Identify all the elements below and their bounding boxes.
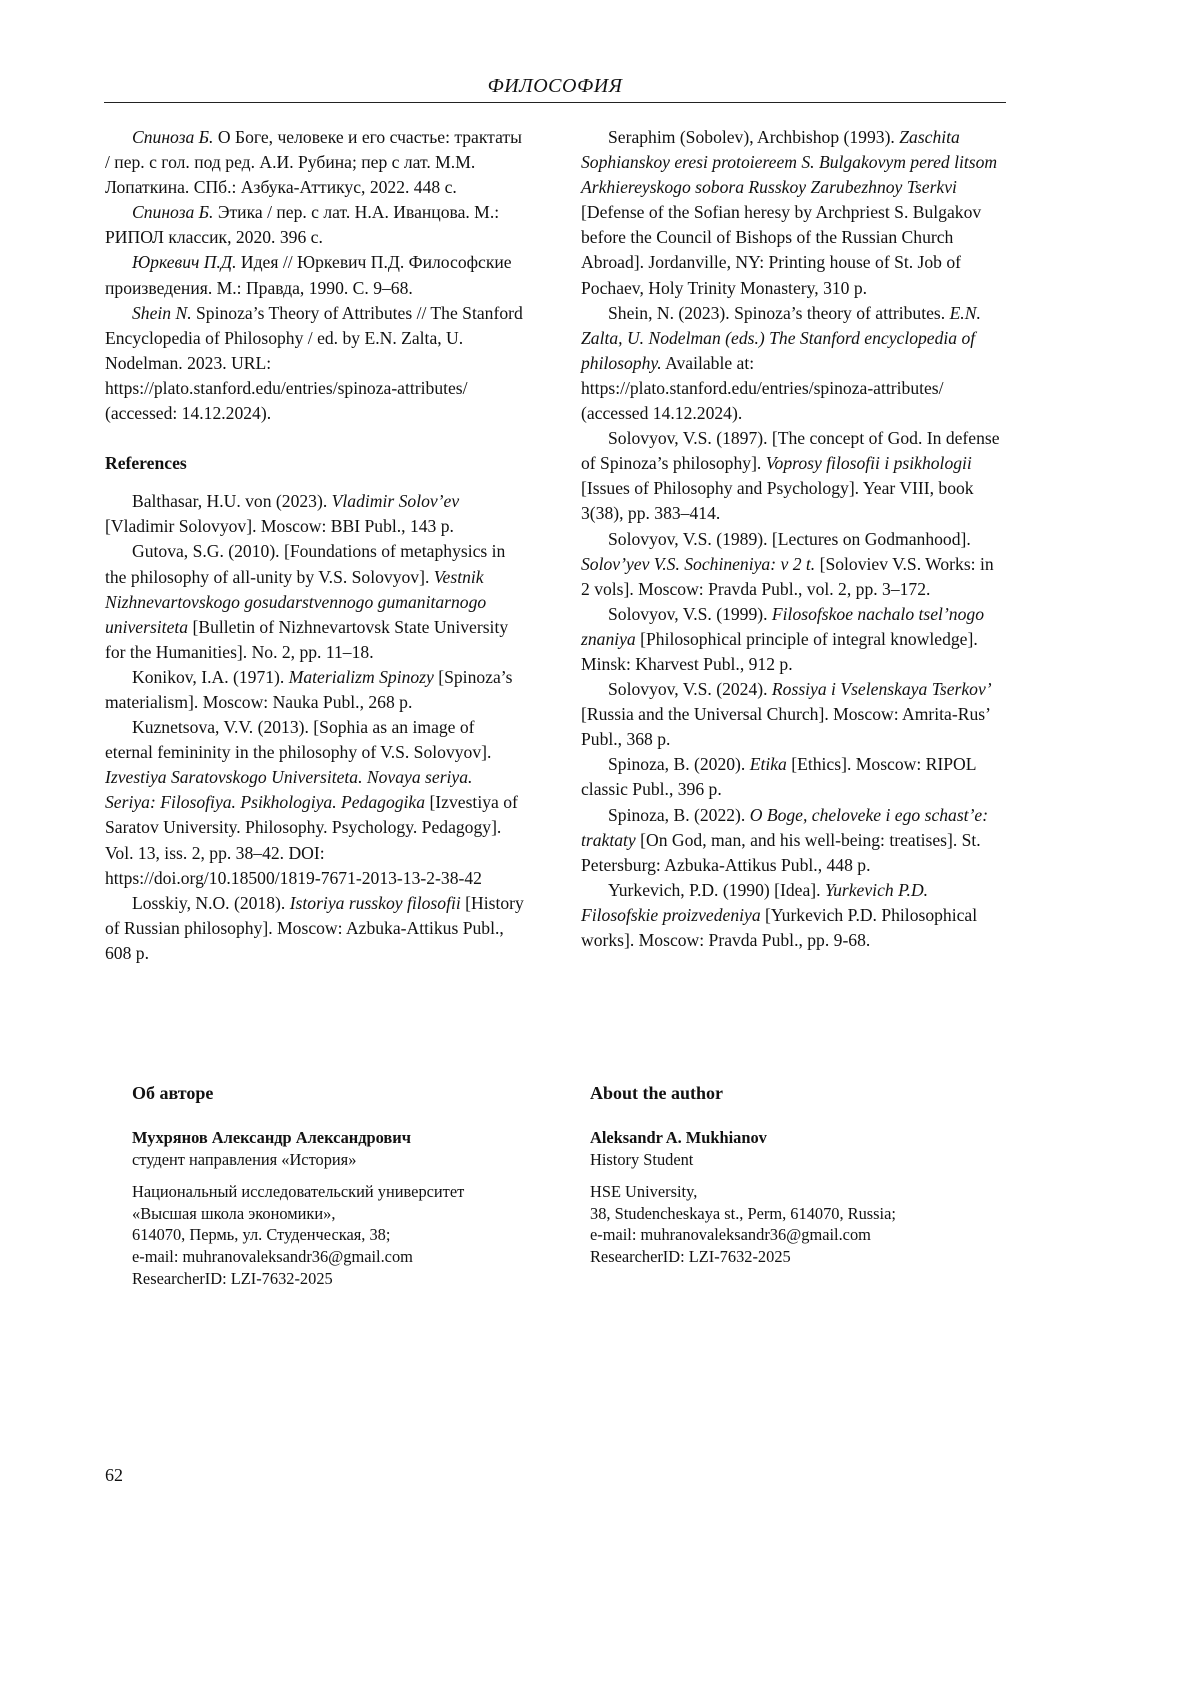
author-role-en: History Student <box>590 1149 1010 1171</box>
reference-text: [Ethics]. Moscow: RIPOL classic Publ., 396 p. <box>581 754 976 799</box>
references-list-right <box>581 125 1001 953</box>
email-line: e-mail: muhranovaleksandr36@gmail.com <box>590 1224 1010 1246</box>
author-info-ru <box>132 1080 552 1289</box>
reference-text: [Vladimir Solovyov]. Moscow: BBI Publ., 143 p. <box>105 516 454 536</box>
reference-text: Seraphim (Sobolev), Archbishop (1993). <box>608 127 899 147</box>
reference-text: Kuznetsova, V.V. (2013). [Sophia as an image of eternal femininity in the philosophy of V.S. Solovyov]. <box>105 717 491 762</box>
reference-text: Available at: https://plato.stanford.edu/entries/spinoza-attributes/ (accessed 14.12.2024). <box>581 353 944 423</box>
reference-title: Filosofskoe nachalo tsel’nogo znaniya <box>581 604 984 649</box>
reference-title: Спиноза Б. <box>132 127 213 147</box>
reference-entry <box>581 527 1001 602</box>
reference-title: E.N. Zalta, U. Nodelman (eds.) The Stanford encyclopedia of philosophy. <box>581 303 981 373</box>
reference-text: [Defense of the Sofian heresy by Archpriest S. Bulgakov before the Council of Bishops of the Russian Church Abroad]. Jordanville, NY: Printing house of St. Job of Pochaev, Holy Trinity Monastery, 310 p. <box>581 202 981 297</box>
reference-text: [Yurkevich P.D. Philosophical works]. Moscow: Pravda Publ., pp. 9-68. <box>581 905 977 950</box>
reference-entry <box>581 426 1001 526</box>
email-line: e-mail: muhranovaleksandr36@gmail.com <box>132 1246 552 1268</box>
address-line: 614070, Пермь, ул. Студенческая, 38; <box>132 1224 552 1246</box>
reference-title: Shein N. <box>132 303 192 323</box>
reference-title: Izvestiya Saratovskogo Universiteta. Novaya seriya. Seriya: Filosofiya. Psikhologiya. Pedagogika <box>105 767 472 812</box>
reference-title: Rossiya i Vselenskaya Tserkov’ <box>772 679 992 699</box>
reference-text: О Боге, человеке и его счастье: трактаты / пер. с гол. под ред. А.И. Рубина; пер с лат. М.М. Лопаткина. СПб.: Азбука-Аттикус, 2022. 448 с. <box>105 127 522 197</box>
reference-text: Balthasar, H.U. von (2023). <box>132 491 332 511</box>
references-heading: References <box>105 451 525 476</box>
references-list-left <box>105 489 525 966</box>
reference-text: Konikov, I.A. (1971). <box>132 667 289 687</box>
reference-entry <box>581 125 1001 301</box>
reference-title: Voprosy filosofii i psikhologii <box>766 453 972 473</box>
reference-text: [Philosophical principle of integral knowledge]. Minsk: Kharvest Publ., 912 p. <box>581 629 978 674</box>
reference-title: Solov’yev V.S. Sochineniya: v 2 t. <box>581 554 815 574</box>
affiliation-line: Национальный исследовательский университет <box>132 1181 552 1203</box>
reference-title: Vladimir Solov’ev <box>332 491 460 511</box>
reference-entry <box>581 878 1001 953</box>
running-header <box>104 72 1006 103</box>
reference-entry <box>105 250 525 300</box>
address-line: 38, Studencheskaya st., Perm, 614070, Russia; <box>590 1203 1010 1225</box>
reference-text: [Soloviev V.S. Works: in 2 vols]. Moscow: Pravda Publ., vol. 2, pp. 3–172. <box>581 554 994 599</box>
reference-text: Spinoza, B. (2020). <box>608 754 750 774</box>
reference-entry <box>105 200 525 250</box>
affiliation-line: HSE University, <box>590 1181 1010 1203</box>
reference-entry <box>581 301 1001 426</box>
reference-text: Solovyov, V.S. (1897). [The concept of God. In defense of Spinoza’s philosophy]. <box>581 428 1000 473</box>
reference-entry <box>581 602 1001 677</box>
reference-text: Spinoza’s Theory of Attributes // The Stanford Encyclopedia of Philosophy / ed. by E.N. Zalta, U. Nodelman. 2023. URL: https://plato.stanford.edu/entries/spinoza-attributes/ (accessed: 14.12.2024). <box>105 303 523 423</box>
author-info-en <box>590 1080 1010 1268</box>
reference-title: O Boge, cheloveke i ego schast’e: traktaty <box>581 805 988 850</box>
reference-entry <box>105 539 525 664</box>
reference-text: [On God, man, and his well-being: treatises]. St. Petersburg: Azbuka-Attikus Publ., 448 p. <box>581 830 981 875</box>
reference-entry <box>105 715 525 891</box>
reference-title: Istoriya russkoy filosofii <box>290 893 461 913</box>
affiliation-line: «Высшая школа экономики», <box>132 1203 552 1225</box>
reference-text: Идея // Юркевич П.Д. Философские произведения. М.: Правда, 1990. С. 9–68. <box>105 252 512 297</box>
reference-text: [Russia and the Universal Church]. Moscow: Amrita-Rus’ Publ., 368 p. <box>581 704 990 749</box>
reference-text: Losskiy, N.O. (2018). <box>132 893 290 913</box>
reference-title: Etika <box>750 754 787 774</box>
page <box>0 0 1103 1560</box>
researcher-id-line: ResearcherID: LZI-7632-2025 <box>132 1268 552 1290</box>
reference-text: Solovyov, V.S. (2024). <box>608 679 772 699</box>
reference-text: Gutova, S.G. (2010). [Foundations of metaphysics in the philosophy of all-unity by V.S. Solovyov]. <box>105 541 505 586</box>
reference-entry <box>105 891 525 966</box>
author-heading-ru: Об авторе <box>132 1080 552 1106</box>
reference-text: Этика / пер. с лат. Н.А. Иванцова. М.: РИПОЛ классик, 2020. 396 с. <box>105 202 499 247</box>
reference-text: Shein, N. (2023). Spinoza’s theory of attributes. <box>608 303 950 323</box>
reference-entry <box>105 489 525 539</box>
author-name-en: Aleksandr A. Mukhianov <box>590 1127 1010 1149</box>
reference-title: Юркевич П.Д. <box>132 252 236 272</box>
reference-text: Spinoza, B. (2022). <box>608 805 750 825</box>
reference-entry <box>105 301 525 426</box>
right-column <box>581 125 1001 953</box>
reference-title: Materializm Spinozy <box>289 667 434 687</box>
reference-entry <box>105 125 525 200</box>
reference-entry <box>581 752 1001 802</box>
researcher-id-line: ResearcherID: LZI-7632-2025 <box>590 1246 1010 1268</box>
reference-text: [History of Russian philosophy]. Moscow: Azbuka-Attikus Publ., 608 p. <box>105 893 524 963</box>
reference-text: Solovyov, V.S. (1999). <box>608 604 772 624</box>
reference-text: [Izvestiya of Saratov University. Philosophy. Psychology. Pedagogy]. Vol. 13, iss. 2, pp. 38–42. DOI: https://doi.org/10.18500/1819-7671-2013-13-2-38-42 <box>105 792 518 887</box>
reference-text: Solovyov, V.S. (1989). [Lectures on Godmanhood]. <box>608 529 971 549</box>
reference-entry <box>581 803 1001 878</box>
author-role-ru: студент направления «История» <box>132 1149 552 1171</box>
reference-title: Yurkevich P.D. Filosofskie proizvedeniya <box>581 880 928 925</box>
author-name-ru: Мухрянов Александр Александрович <box>132 1127 552 1149</box>
bibliography-list <box>105 125 525 426</box>
reference-title: Спиноза Б. <box>132 202 213 222</box>
reference-title: Vestnik Nizhnevartovskogo gosudarstvennogo gumanitarnogo universiteta <box>105 567 486 637</box>
journal-section-title: ФИЛОСОФИЯ <box>488 75 623 97</box>
reference-text: [Spinoza’s materialism]. Moscow: Nauka Publ., 268 p. <box>105 667 513 712</box>
reference-text: [Bulletin of Nizhnevartovsk State University for the Humanities]. No. 2, pp. 11–18. <box>105 617 508 662</box>
reference-text: [Issues of Philosophy and Psychology]. Year VIII, book 3(38), pp. 383–414. <box>581 478 974 523</box>
left-column <box>105 125 525 966</box>
reference-text: Yurkevich, P.D. (1990) [Idea]. <box>608 880 825 900</box>
author-heading-en: About the author <box>590 1080 1010 1106</box>
reference-title: Zaschita Sophianskoy eresi protoiereem S. Bulgakovym pered litsom Arkhiereyskogo sobora Russkoy Zarubezhnoy Tserkvi <box>581 127 997 197</box>
reference-entry <box>581 677 1001 752</box>
page-number: 62 <box>105 1465 123 1486</box>
reference-entry <box>105 665 525 715</box>
